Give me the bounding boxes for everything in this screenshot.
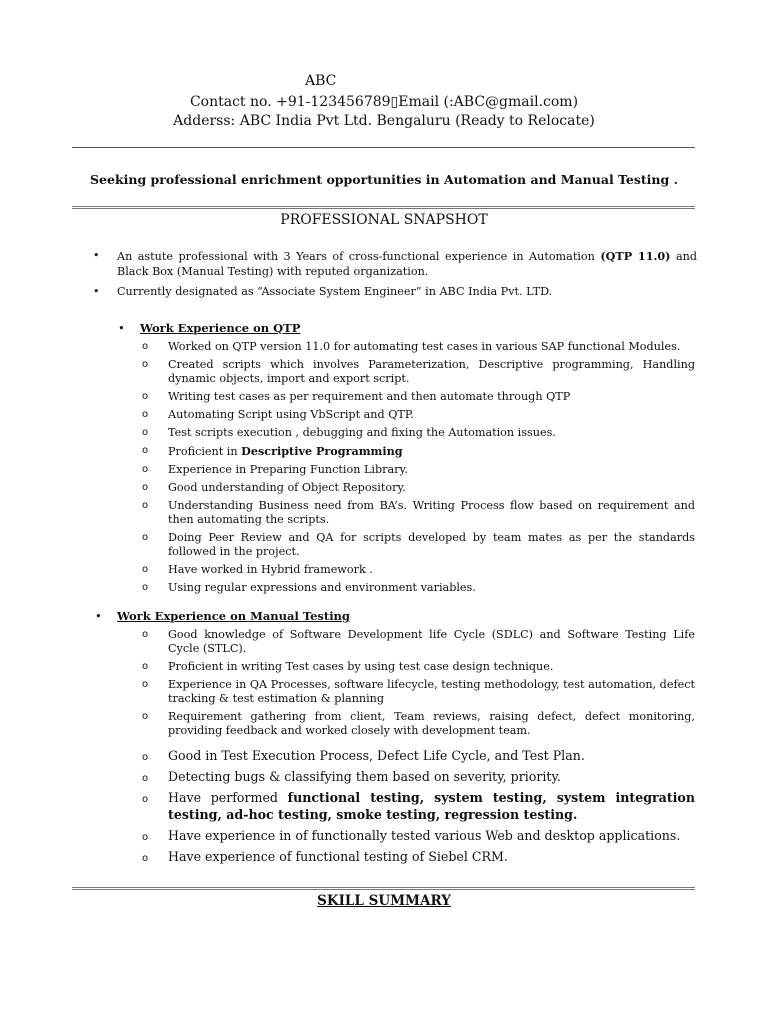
list-item: o Have worked in Hybrid framework . [142,563,373,576]
list-item: o Experience in QA Processes, software lifecycle, testing methodology, test automation, defect tracking & test estimation & planning [142,678,695,705]
list-item: o Proficient in Descriptive Programming [142,444,403,458]
sub-bullet-icon: o [142,482,149,493]
manual-experience-list-large [142,748,695,870]
sub-bullet-icon: o [142,711,149,722]
sub-bullet-icon: o [142,391,149,402]
snapshot-list [93,249,697,306]
sub-bullet-icon: o [142,629,149,640]
bullet-icon: • [118,321,125,335]
sub-bullet-icon: o [142,831,149,843]
qtp-heading: • Work Experience on QTP [118,321,301,335]
list-item: o Have experience in of functionally tested various Web and desktop applications. [168,828,695,845]
sub-bullet-icon: o [142,464,149,475]
bullet-icon: • [95,609,102,623]
list-item: o Worked on QTP version 11.0 for automating test cases in various SAP functional Modules. [142,340,681,353]
sub-bullet-icon: o [142,661,149,672]
career-objective: Seeking professional enrichment opportunities in Automation and Manual Testing . [90,172,678,187]
manual-heading: • Work Experience on Manual Testing [95,609,350,623]
list-item: o Detecting bugs & classifying them based on severity, priority. [168,769,695,786]
list-item: o Created scripts which involves Parameterization, Descriptive programming, Handling dynamic objects, import and export script. [142,358,695,385]
candidate-name: ABC [305,73,337,89]
list-item: o Have performed functional testing, system testing, system integration testing, ad-hoc testing, smoke testing, regression testing. [142,790,695,822]
list-item: o Good understanding of Object Repository. [142,481,406,494]
section-title-skills: SKILL SUMMARY [317,893,451,909]
bullet-icon: • [93,285,100,298]
sub-bullet-icon: o [142,794,149,805]
sub-bullet-icon: o [142,773,149,784]
list-item: o Have experience of functional testing of Siebel CRM. [168,849,695,866]
sub-bullet-icon: o [142,852,149,864]
list-item: o Requirement gathering from client, Team reviews, raising defect, defect monitoring, providing feedback and worked closely with development team. [142,710,695,737]
list-item: o Good in Test Execution Process, Defect Life Cycle, and Test Plan. [168,748,695,765]
sub-bullet-icon: o [142,679,149,690]
list-item: o Good knowledge of Software Development life Cycle (SDLC) and Software Testing Life Cycle (STLC). [142,628,695,655]
list-item: o Experience in Preparing Function Library. [142,463,408,476]
list-item: o Using regular expressions and environment variables. [142,581,476,594]
manual-experience-list [142,628,695,742]
sub-bullet-icon: o [142,752,149,763]
sub-bullet-icon: o [142,427,149,438]
address-line: Adderss: ABC India Pvt Ltd. Bengaluru (Ready to Relocate) [173,113,595,129]
list-item: o Understanding Business need from BA’s. Writing Process flow based on requirement and then automating the scripts. [142,499,695,526]
sub-bullet-icon: o [142,409,149,420]
sub-bullet-icon: o [142,564,149,575]
list-item: o Doing Peer Review and QA for scripts developed by team mates as per the standards followed in the project. [142,531,695,558]
sub-bullet-icon: o [142,582,149,593]
sub-bullet-icon: o [142,500,149,511]
skills-divider [72,887,695,890]
bullet-icon: • [93,249,100,262]
snapshot-bullet: • Currently designated as “Associate System Engineer” in ABC India Pvt. LTD. [93,285,553,298]
section-title-snapshot: PROFESSIONAL SNAPSHOT [280,212,488,228]
header-divider [72,147,695,148]
list-item: o Automating Script using VbScript and QTP. [142,408,414,421]
list-item: o Proficient in writing Test cases by using test case design technique. [142,660,554,673]
snapshot-bullet: • An astute professional with 3 Years of cross-functional experience in Automation (QTP 11.0) and Black Box (Manual Testing) with reputed organization. [93,249,697,278]
list-item: o Test scripts execution , debugging and fixing the Automation issues. [142,426,556,439]
qtp-experience-list [142,340,695,599]
sub-bullet-icon: o [142,341,149,352]
sub-bullet-icon: o [142,359,149,370]
sub-bullet-icon: o [142,532,149,543]
objective-divider [72,206,695,209]
list-item: o Writing test cases as per requirement and then automate through QTP [142,390,571,403]
sub-bullet-icon: o [142,445,149,456]
contact-line: Contact no. +91-123456789▯Email (:ABC@gmail.com) [189,94,579,110]
